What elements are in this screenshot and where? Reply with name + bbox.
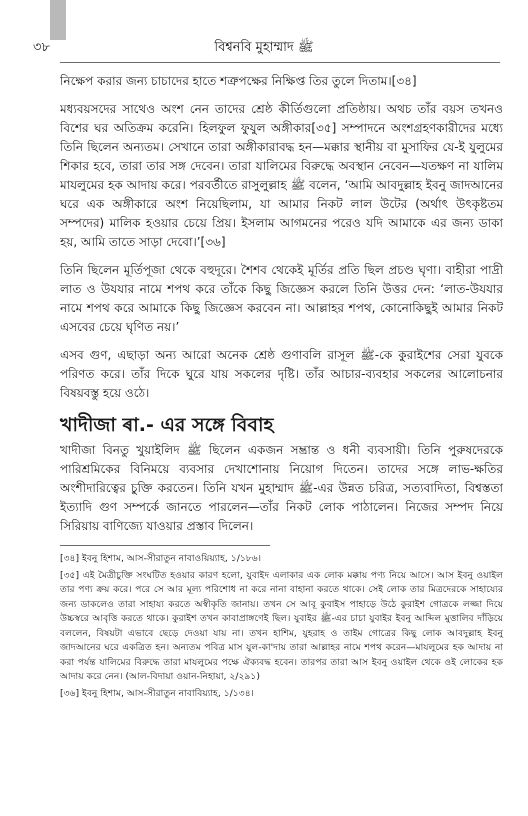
footnote: [৩৪] ইবনু হিশাম, আস-সীরাতুন নাবাওয়িয়্যাহ, ১/১৮৬।	[60, 553, 262, 564]
footnote-rule	[60, 545, 270, 546]
page-number: ৩৮	[33, 40, 50, 55]
body-paragraph: এসব গুণ, এছাড়া অন্য আরো অনেক শ্রেষ্ঠ গুণাবলি রাসূল ﷺ-কে কুরাইশের সেরা যুবকে পরিণত করে। তাঁর দিকে ঘুরে যায় সকলের দৃষ্টি। তাঁর আচার-ব্যবহার সকলের আলোচনার বিষয়বস্তু হয়ে ওঠে।	[60, 348, 503, 400]
running-title: বিশ্বনবি মুহাম্মাদ ﷺ	[214, 40, 314, 55]
section-paragraph: খাদীজা বিনতু খুয়াইলিদ ﷺ ছিলেন একজন সম্ভ্রান্ত ও ধনী ব্যবসায়ী। তিনি পুরুষদেরকে পারিশ্রমিকের বিনিময়ে ব্যবসার দেখাশোনায় নিয়োগ দিতেন। তাদের সঙ্গে লাভ-ক্ষতির অংশীদারিত্বের চুক্তি করতেন। তিনি যখন মুহাম্মাদ ﷺ-এর উন্নত চরিত্র, সত্যবাদিতা, বিশ্বস্ততা ইত্যাদি গুণ সম্পর্কে জানতে পারলেন—তাঁর নিকট লোক পাঠালেন। নিজের সম্পদ নিয়ে সিরিয়ায় বাণিজ্যে যাওয়ার প্রস্তাব দিলেন।	[60, 443, 503, 533]
footnote: [৩৫] এই মৈত্রীচুক্তি সংঘটিত হওয়ার কারণ হলো, যুবাইদ এলাকার এক লোক মক্কায় পণ্য নিয়ে আসে। আস ইবনু ওয়াইল তার পণ্য ক্রয় করে। পরে সে আর মূল্য পরিশোধ না করে নানা বাহানা করতে থাকে। সেই লোক তার মিত্রদেরকে সাহায্যের জন্য ডাকলেও তারা সাহায্য করতে অস্বীকৃতি জানায়। তখন সে আবূ কুবাইস পাহাড়ে উঠে কুরাইশ গোত্রকে লজ্জা দিয়ে উচ্চস্বরে আবৃত্তি করতে থাকে। কুরাইশ তখন কাবাপ্রাঙ্গণেই ছিল। যুবাইর ﷺ-এর চাচা যুবাইর ইবনু আব্দিল মুত্তালিব দাঁড়িয়ে বললেন, বিষয়টা এভাবে ছেড়ে দেওয়া যায় না। তখন হাশিম, যুহরাহ ও তাইম গোত্রের কিছু লোক আবদুল্লাহ ইবনু জাদআনের ঘরে একত্রিত হন। অন্যতম পবিত্র মাস যুল-কা'দায় তারা আল্লাহর নামে শপথ করেন—মাযলুমের হক আদায় না করা পর্যন্ত যালিমের বিরুদ্ধে তারা মাযলুমের পক্ষে ঐক্যবদ্ধ হবেন। তারপর তারা আস ইবনু ওয়াইল থেকে ওই লোকের হক আদায় করে নেন। (আল-বিদায়া ওয়ান-নিহায়া, ২/২৯১)	[60, 569, 503, 682]
page-edge-tab	[50, 0, 66, 40]
section-heading: খাদীজা ৰা.- এর সঙ্গে বিবাহ	[60, 414, 274, 436]
body-paragraph: তিনি ছিলেন মূর্তিপূজা থেকে বহুদূরে। শৈশব থেকেই মূর্তির প্রতি ছিল প্রচণ্ড ঘৃণা। বাহীরা পাদ্রী লাত ও উযযার নামে শপথ করে তাঁকে কিছু জিজ্ঞেস করলে তিনি উত্তর দেন: ‘লাত-উযযার নামে শপথ করে আমাকে কিছু জিজ্ঞেস করবেন না। আল্লাহর শপথ, কোনোকিছুই আমার নিকট এসবের চেয়ে ঘৃণিত নয়।’	[60, 263, 503, 334]
body-paragraph: মধ্যবয়সদের সাথেও অংশ নেন তাদের শ্রেষ্ঠ কীর্তিগুলো প্রতিষ্ঠায়। অথচ তাঁর বয়স তখনও বিশের ঘর অতিক্রম করেনি। হিলফুল ফুযুল অঙ্গীকার[৩৫] সম্পাদনে অংশগ্রহণকারীদের মধ্যে তিনি ছিলেন অন্যতম। সেখানে তারা অঙ্গীকারাবদ্ধ হন—মক্কার স্থানীয় বা মুসাফির যে-ই যুলুমের শিকার হবে, তারা তার সঙ্গ দেবেন। তারা যালিমের বিরুদ্ধে অবস্থান নেবেন—যতক্ষণ না যালিম মাযলুমের হক আদায় করে। পরবর্তীতে রাসুলুল্লাহ ﷺ বলেন, ‘আমি আবদুল্লাহ ইবনু জাদআনের ঘরে এক অঙ্গীকারে অংশ নিয়েছিলাম, যা আমার নিকট লাল উটের (অর্থাৎ উৎকৃষ্টতম সম্পদের) মালিক হওয়ার চেয়ে প্রিয়। ইসলাম আগমনের পরেও যদি আমাকে এর জন্য ডাকা হয়, আমি তাতে সাড়া দেবো।’[৩৬]	[60, 102, 503, 249]
page-body	[60, 72, 503, 703]
header-rule	[60, 62, 500, 63]
body-paragraph: নিক্ষেপ করার জন্য চাচাদের হাতে শত্রুপক্ষের নিক্ষিপ্ত তির তুলে দিতাম।[৩৪]	[60, 74, 417, 88]
footnote: [৩৬] ইবনু হিশাম, আস-সীরাতুন নাবাবিয়্যাহ, ১/১৩৪।	[60, 687, 254, 699]
